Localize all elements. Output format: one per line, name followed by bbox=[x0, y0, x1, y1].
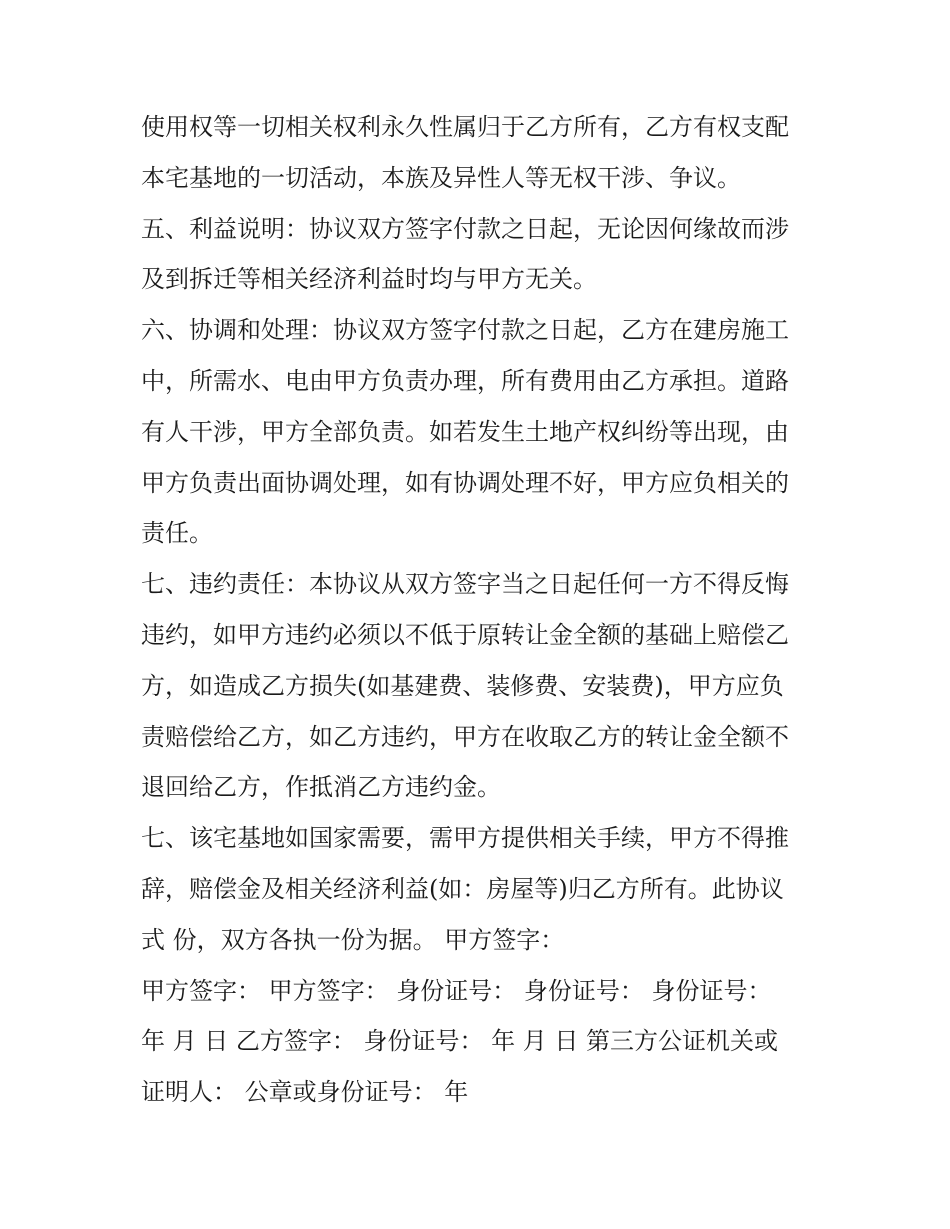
text-line: 使用权等一切相关权利永久性属归于乙方所有，乙方有权支配 bbox=[141, 113, 789, 141]
text-line: 违约，如甲方违约必须以不低于原转让金全额的基础上赔偿乙 bbox=[141, 620, 789, 649]
signature-line: 年 月 日 乙方签字： 身份证号： 年 月 日 第三方公证机关或 bbox=[141, 1027, 779, 1056]
text-line: 方，如造成乙方损失(如基建费、装修费、安装费)，甲方应负 bbox=[141, 671, 784, 700]
document-body bbox=[141, 102, 821, 1118]
clause-5-heading-line: 五、利益说明：协议双方签字付款之日起，无论因何缘故而涉 bbox=[141, 214, 789, 243]
text-line: 中，所需水、电由甲方负责办理，所有费用由乙方承担。道路 bbox=[141, 366, 789, 395]
clause-6-heading-line: 六、协调和处理：协议双方签字付款之日起，乙方在建房施工 bbox=[141, 316, 789, 345]
text-line: 责任。 bbox=[141, 519, 213, 548]
text-line: 本宅基地的一切活动，本族及异性人等无权干涉、争议。 bbox=[141, 163, 741, 192]
text-line: 辞，赔偿金及相关经济利益(如：房屋等)归乙方所有。此协议 bbox=[141, 874, 784, 903]
signature-line: 甲方签字： 甲方签字： 身份证号： 身份证号： 身份证号： bbox=[141, 976, 772, 1005]
signature-line: 证明人： 公章或身份证号： 年 bbox=[141, 1078, 469, 1107]
text-line: 及到拆迁等相关经济利益时均与甲方无关。 bbox=[141, 265, 597, 294]
text-line: 有人干涉，甲方全部负责。如若发生土地产权纠纷等出现，由 bbox=[141, 417, 789, 446]
text-line: 责赔偿给乙方，如乙方违约，甲方在收取乙方的转让金全额不 bbox=[141, 722, 789, 751]
clause-7-heading-line: 七、违约责任：本协议从双方签字当之日起任何一方不得反悔 bbox=[141, 570, 789, 599]
text-line: 甲方负责出面协调处理，如有协调处理不好，甲方应负相关的 bbox=[141, 468, 789, 497]
text-line: 退回给乙方，作抵消乙方违约金。 bbox=[141, 773, 501, 802]
clause-7b-heading-line: 七、该宅基地如国家需要，需甲方提供相关手续，甲方不得推 bbox=[141, 824, 789, 853]
text-line: 式 份，双方各执一份为据。 甲方签字： bbox=[141, 925, 565, 954]
